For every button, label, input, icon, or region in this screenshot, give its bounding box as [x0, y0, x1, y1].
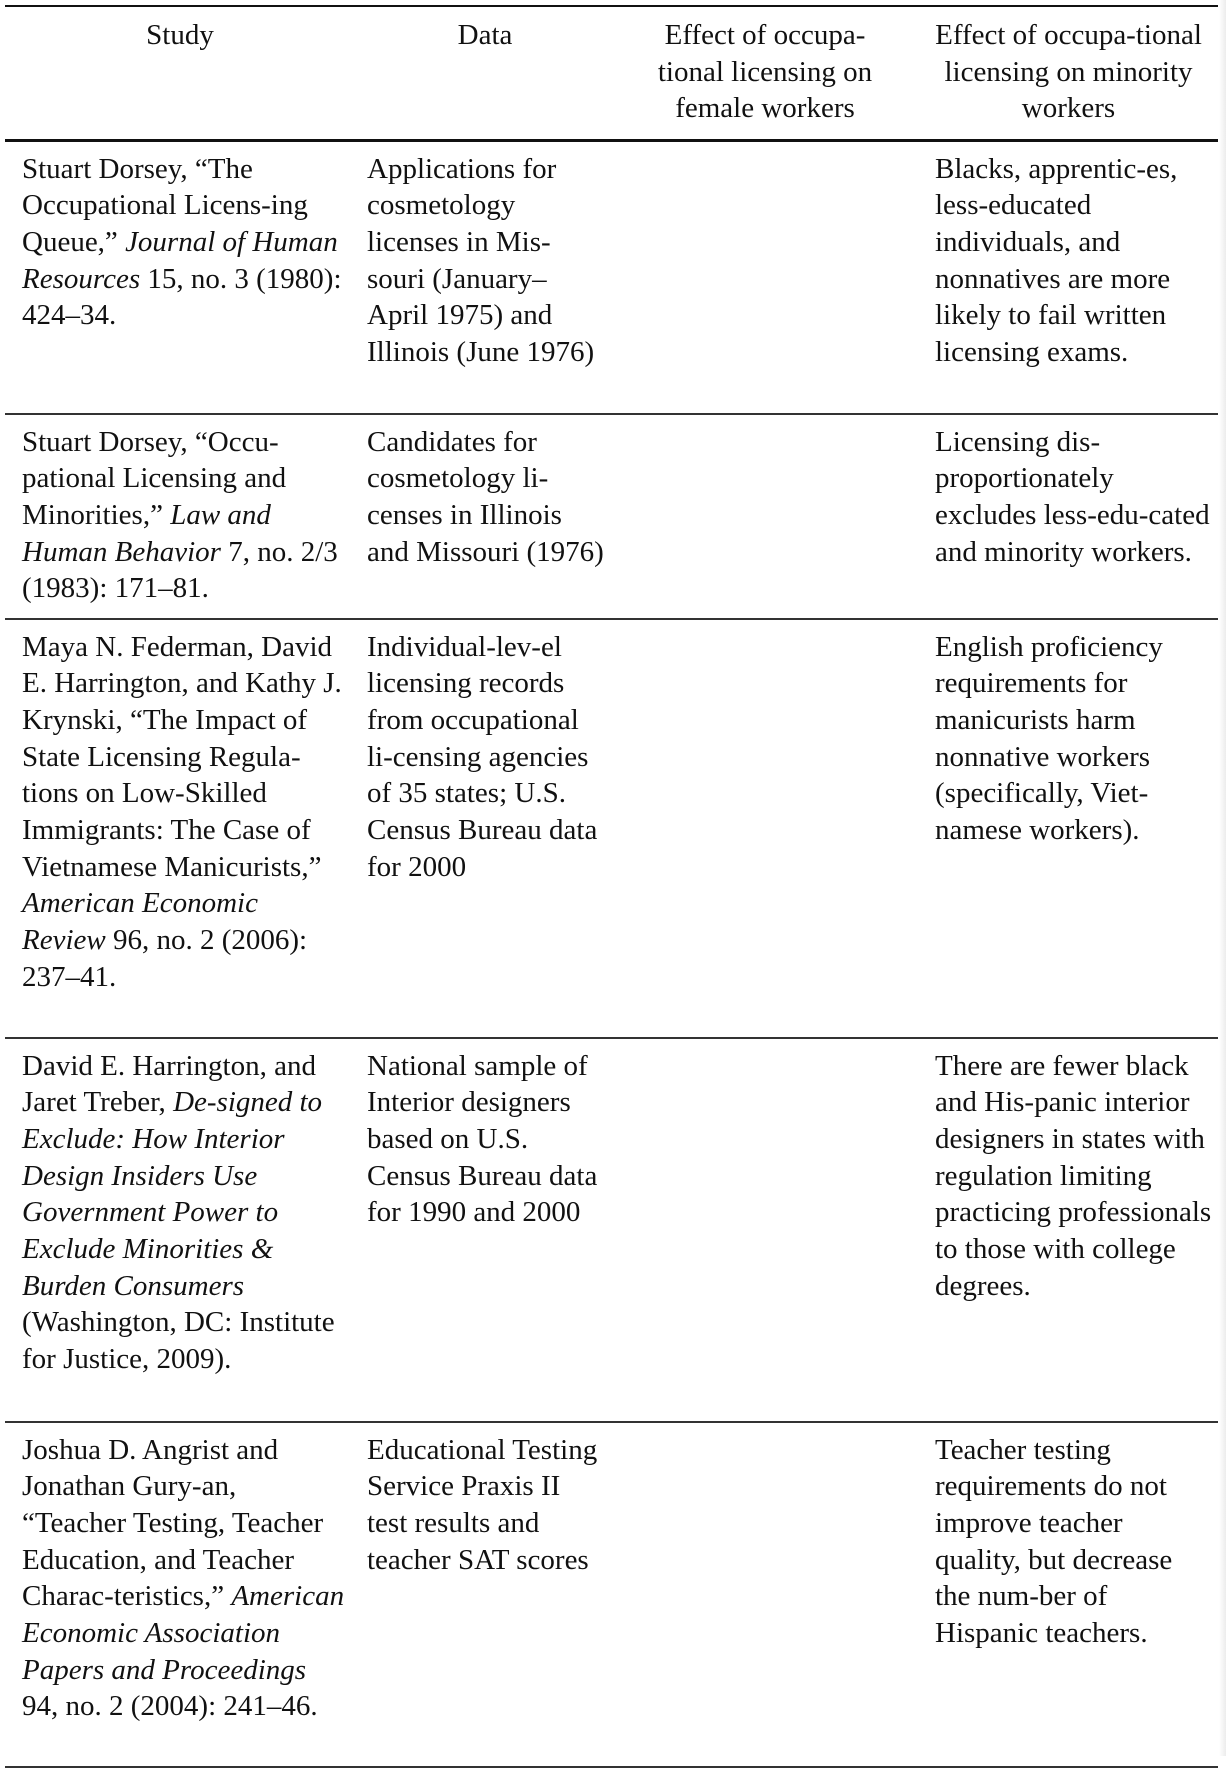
table-row: [5, 140, 1218, 414]
study-citation: 7, no. 2/3 (1983): 171–81.: [22, 535, 338, 605]
data-cell: Educational Testing Service Praxis II test results and teacher SAT scores: [367, 1433, 598, 1576]
table-row: [5, 619, 1218, 1038]
study-cell: [5, 414, 355, 619]
study-citation: 96, no. 2 (2006): 237–41.: [22, 924, 308, 993]
header-row: [5, 6, 1218, 140]
female-effect-cell: [615, 1422, 915, 1767]
table-row: [5, 1422, 1218, 1767]
study-text: Joshua D. Angrist and Jonathan Gury-an, “Teacher Testing, Teacher Education, and Teacher Charac-teristics,”: [22, 1433, 324, 1613]
female-effect-cell: [615, 1038, 915, 1422]
occupational-licensing-studies-table: [5, 5, 1218, 1768]
table-row: [5, 1038, 1218, 1422]
header-female-effect: Effect of occupa-tional licensing on female workers: [657, 19, 873, 124]
journal-title: American Economic Association Papers and Proceedings: [22, 1580, 345, 1686]
study-cell: [5, 140, 355, 414]
minority-effect-cell: There are fewer black and His-panic interior designers in states with regulation limiting practicing professionals to those with college degrees.: [935, 1049, 1212, 1302]
study-cell: [5, 1422, 355, 1767]
data-cell: Applications for cosmetology licenses in Mis-souri (January–April 1975) and Illinois (June 1976): [367, 152, 595, 369]
minority-effect-cell: Teacher testing requirements do not improve teacher quality, but decrease the num-ber of Hispanic teachers.: [935, 1433, 1173, 1650]
journal-title: American Economic Review: [22, 887, 258, 957]
book-title: De-signed to Exclude: How Interior Design Insiders Use Government Power to Exclude Minorities & Burden Consumers: [22, 1086, 323, 1302]
study-cell: [5, 1038, 355, 1422]
female-effect-cell: [615, 414, 915, 619]
study-citation: 94, no. 2 (2004): 241–46.: [22, 1690, 318, 1723]
study-text: David E. Harrington, and Jaret Treber,: [22, 1049, 316, 1119]
data-cell: National sample of Interior designers based on U.S. Census Bureau data for 1990 and 2000: [367, 1049, 598, 1229]
study-citation: (Washington, DC: Institute for Justice, 2009).: [22, 1306, 335, 1376]
journal-title: Journal of Human Resources: [22, 225, 338, 295]
table-header: [5, 6, 1218, 140]
study-citation: 15, no. 3 (1980): 424–34.: [22, 262, 342, 332]
study-text: Stuart Dorsey, “Occu-pational Licensing and Minorities,”: [22, 425, 287, 531]
table-body: [5, 140, 1218, 1767]
header-study: Study: [146, 19, 214, 51]
study-text: Stuart Dorsey, “The Occupational Licens-ing Queue,”: [22, 152, 308, 258]
header-data: Data: [457, 19, 513, 51]
journal-title: Law and Human Behavior: [22, 498, 271, 568]
minority-effect-cell: English proficiency requirements for manicurists harm nonnative workers (specifically, Viet-namese workers).: [935, 630, 1163, 847]
study-cell: [5, 619, 355, 1038]
female-effect-cell: [615, 619, 915, 1038]
female-effect-cell: [615, 140, 915, 414]
header-minority-effect: Effect of occupa-tional licensing on minority workers: [935, 19, 1202, 124]
table-row: [5, 414, 1218, 619]
minority-effect-cell: Blacks, apprentic-es, less-educated individuals, and nonnatives are more likely to fail written licensing exams.: [935, 152, 1178, 369]
page-edge-shadow: [1219, 0, 1226, 1756]
study-text: Maya N. Federman, David E. Harrington, and Kathy J. Krynski, “The Impact of State Licensing Regula-tions on Low-Skilled Immigrants: The Case of Vietnamese Manicurists,”: [22, 630, 342, 883]
data-cell: Individual-lev-el licensing records from occupational li-censing agencies of 35 states; U.S. Census Bureau data for 2000: [367, 630, 598, 883]
minority-effect-cell: Licensing dis-proportionately excludes less-edu-cated and minority workers.: [935, 425, 1210, 568]
data-cell: Candidates for cosmetology li-censes in Illinois and Missouri (1976): [367, 425, 604, 568]
